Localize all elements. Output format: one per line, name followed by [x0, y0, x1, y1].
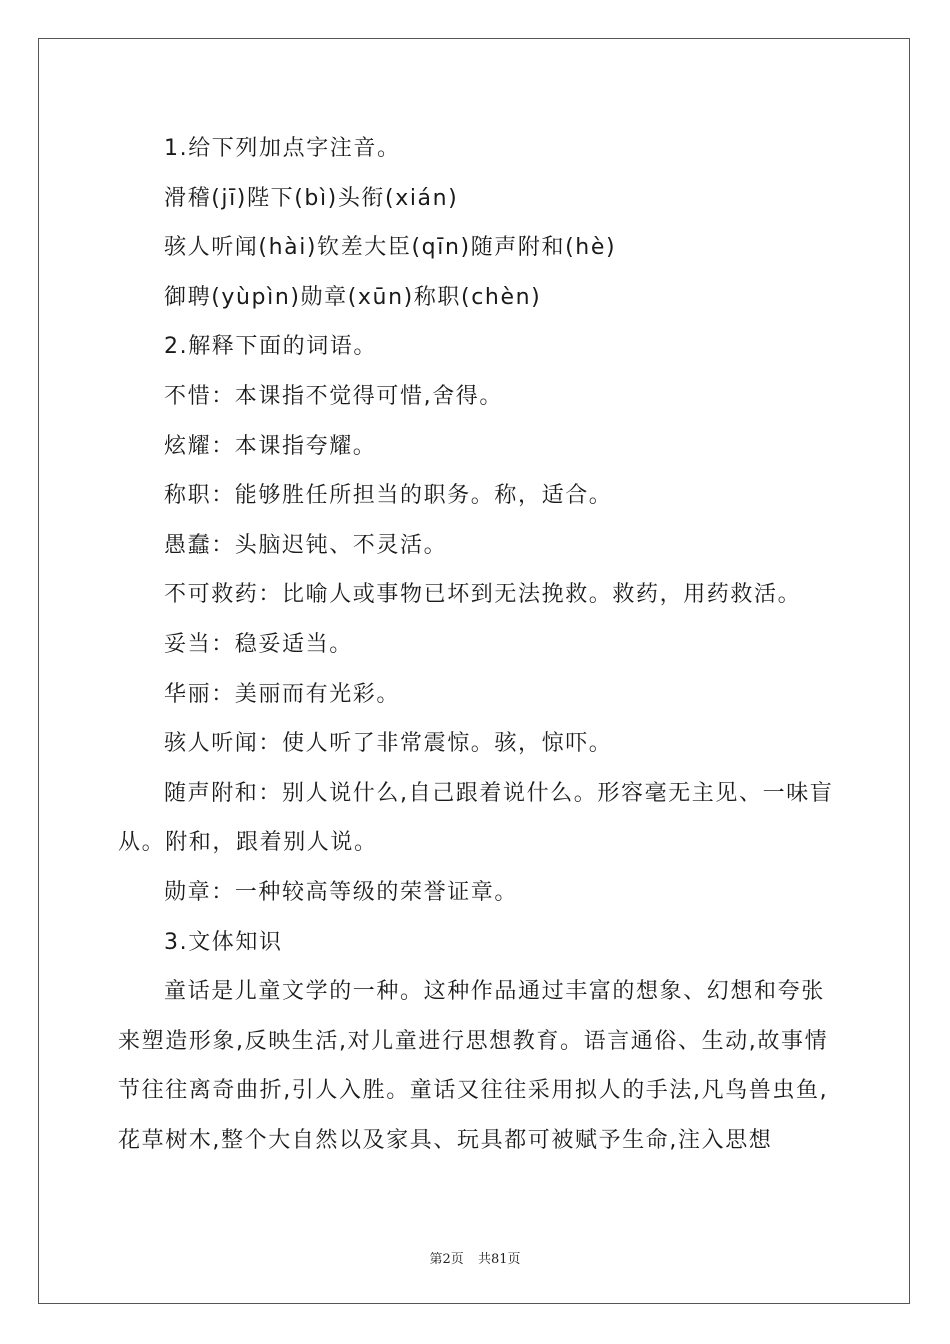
pinyin-line: 滑稽(jī)陛下(bì)头衔(xián)	[164, 185, 459, 211]
vocab-definition: 骇人听闻：使人听了非常震惊。骇，惊吓。	[164, 731, 613, 757]
vocab-definition: 随声附和：别人说什么,自己跟着说什么。形容毫无主见、一味盲从。附和，跟着别人说。	[118, 780, 834, 856]
vocab-definition: 不惜：本课指不觉得可惜,舍得。	[164, 383, 503, 409]
page-total: 共81页	[477, 1252, 521, 1267]
document-body	[118, 124, 838, 1165]
vocab-definition: 不可救药：比喻人或事物已坏到无法挽救。救药，用药救活。	[164, 582, 802, 608]
heading-genre-knowledge: 3.文体知识	[164, 929, 283, 955]
page-footer	[0, 1248, 950, 1267]
vocab-definition: 炫耀：本课指夸耀。	[164, 433, 377, 459]
vocab-definition: 妥当：稳妥适当。	[164, 631, 353, 657]
pinyin-line: 骇人听闻(hài)钦差大臣(qīn)随声附和(hè)	[164, 235, 617, 261]
genre-paragraph: 童话是儿童文学的一种。这种作品通过丰富的想象、幻想和夸张来塑造形象,反映生活,对儿童进行思想教育。语言通俗、生动,故事情节往往离奇曲折,引人入胜。童话又往往采用拟人的手法,凡鸟兽虫鱼,花草树木,整个大自然以及家具、玩具都可被赋予生命,注入思想	[118, 979, 829, 1153]
vocab-definition: 愚蠢：头脑迟钝、不灵活。	[164, 532, 448, 558]
pinyin-line: 御聘(yùpìn)勋章(xūn)称职(chèn)	[164, 284, 542, 310]
vocab-definition: 称职：能够胜任所担当的职务。称，适合。	[164, 483, 613, 509]
heading-vocabulary: 2.解释下面的词语。	[164, 334, 377, 360]
vocab-definition: 华丽：美丽而有光彩。	[164, 681, 401, 707]
page-number: 第2页	[429, 1252, 464, 1267]
vocab-definition: 勋章：一种较高等级的荣誉证章。	[164, 879, 519, 905]
heading-pinyin-exercise: 1.给下列加点字注音。	[164, 136, 401, 161]
